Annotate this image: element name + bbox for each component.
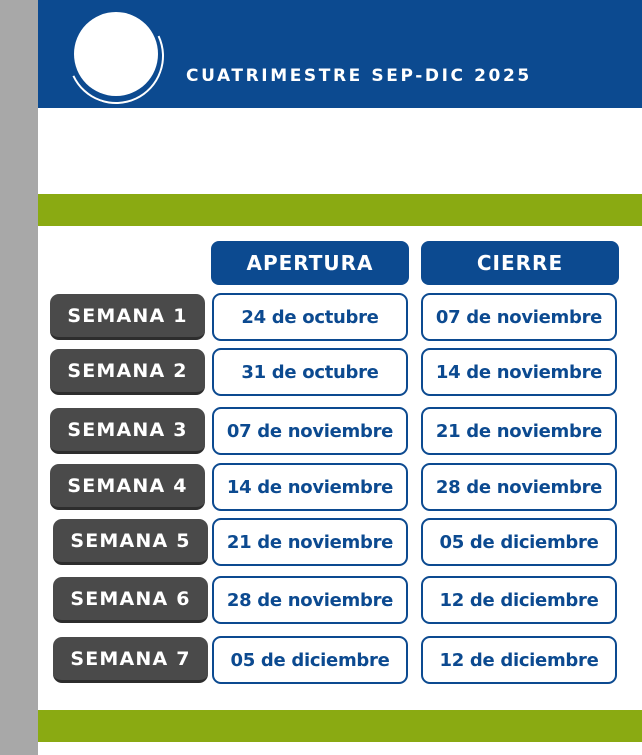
table-row [0,408,642,456]
close-date: 14 de noviembre [421,348,617,396]
close-date: 12 de diciembre [421,576,617,624]
week-label: SEMANA 4 [50,464,205,510]
column-header-cierre: CIERRE [421,241,619,285]
week-label: SEMANA 1 [50,294,205,340]
close-date: 28 de noviembre [421,463,617,511]
week-label: SEMANA 5 [53,519,208,565]
week-label: SEMANA 7 [53,637,208,683]
logo-circle-icon [74,12,158,96]
close-date: 21 de noviembre [421,407,617,455]
open-date: 28 de noviembre [212,576,408,624]
open-date: 07 de noviembre [212,407,408,455]
green-divider-bottom [38,710,642,742]
close-date: 12 de diciembre [421,636,617,684]
column-header-apertura: APERTURA [211,241,409,285]
table-row [0,577,642,625]
table-row [0,294,642,342]
table-row [0,349,642,397]
week-label: SEMANA 3 [50,408,205,454]
table-row [0,464,642,512]
open-date: 24 de octubre [212,293,408,341]
open-date: 14 de noviembre [212,463,408,511]
week-label: SEMANA 2 [50,349,205,395]
week-label: SEMANA 6 [53,577,208,623]
open-date: 05 de diciembre [212,636,408,684]
close-date: 05 de diciembre [421,518,617,566]
green-divider-top [38,194,642,226]
table-row [0,637,642,685]
close-date: 07 de noviembre [421,293,617,341]
page-title: CUATRIMESTRE SEP-DIC 2025 [186,66,532,86]
open-date: 21 de noviembre [212,518,408,566]
table-row [0,519,642,567]
open-date: 31 de octubre [212,348,408,396]
